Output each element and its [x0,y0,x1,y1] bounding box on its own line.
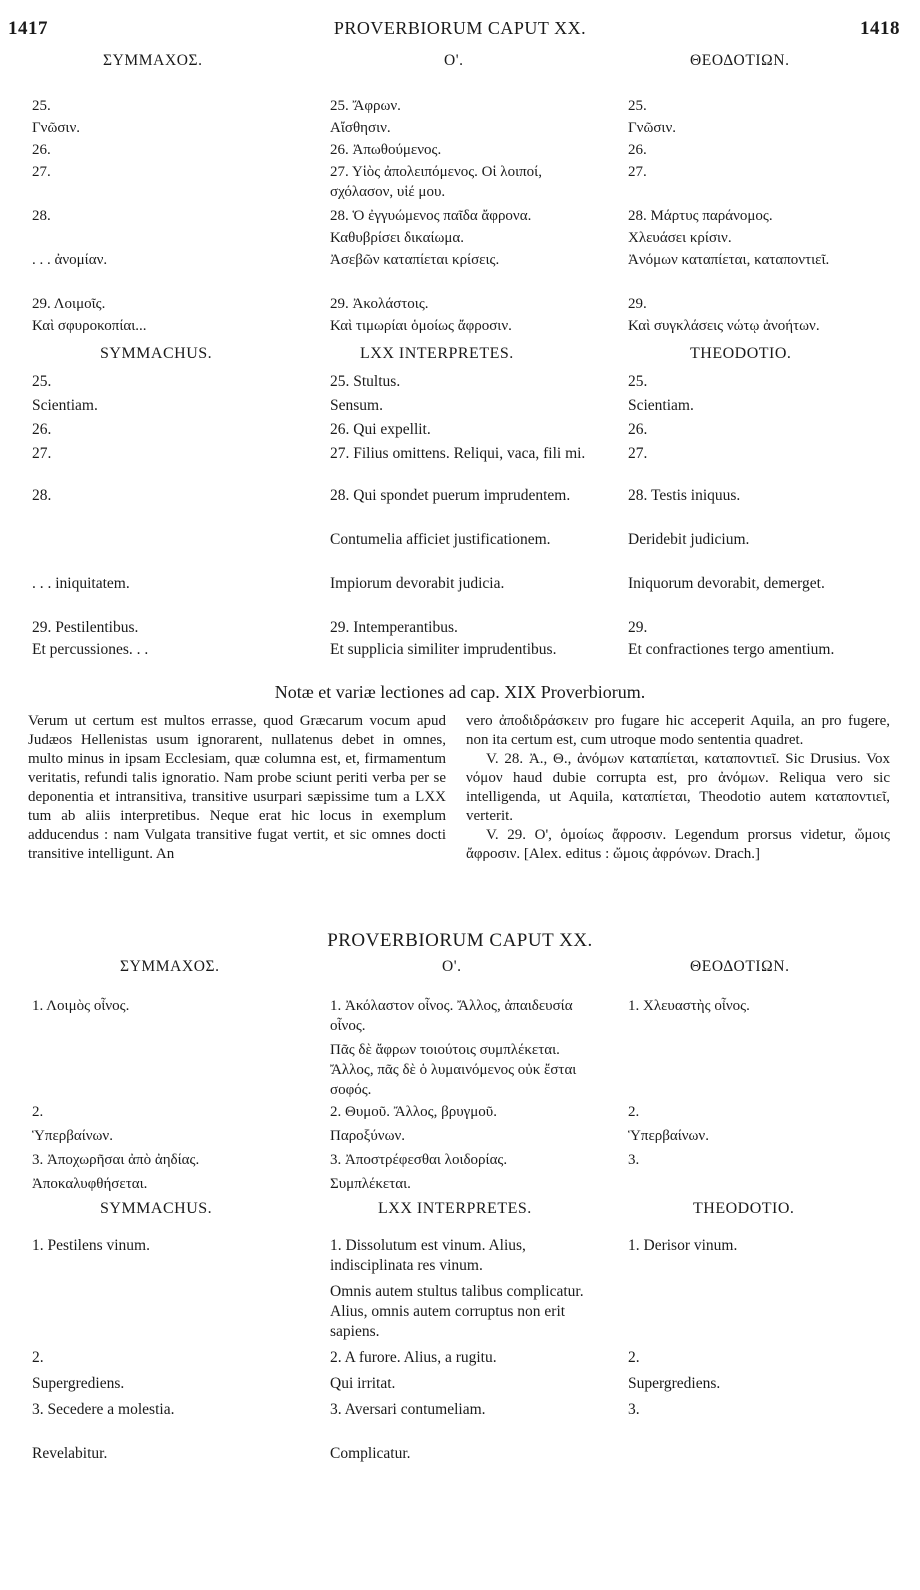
table-row [0,228,920,250]
septuagint-cell: Συμπλέκεται. [330,1176,411,1192]
septuagint-cell: Καὶ τιμωρίαι ὁμοίως ἄφροσιν. [330,318,512,334]
notes-title: Notæ et variæ lectiones ad cap. XIX Proverbiorum. [274,682,646,702]
table-row [0,640,920,684]
symmachus-cell: . . . ἀνομίαν. [32,252,108,268]
symmachus-cell: Καὶ σφυροκοπίαι... [32,318,147,334]
running-title: PROVERBIORUM CAPUT XX. [333,18,587,38]
column-header-symmachus-greek-2: ΣΥΜΜΑΧΟΣ. [120,958,220,975]
septuagint-cell: Et supplicia similiter imprudentibus. [330,641,557,658]
symmachus-cell: 1. Λοιμὸς οἶνος. [32,998,130,1014]
septuagint-cell: Contumelia afficiet justificationem. [330,531,551,548]
table-row [0,444,920,486]
theodotion-cell: 3. [628,1152,640,1168]
page-number-left: 1417 [8,18,48,39]
table-row [0,294,920,316]
table-row [0,420,920,444]
column-header-septuagint-greek: Ο'. [444,52,464,69]
symmachus-cell: Et percussiones. . . [32,641,149,658]
septuagint-cell: 26. Ἀπωθούμενος. [330,142,442,158]
table-row [0,1374,920,1400]
septuagint-cell: Καθυβρίσει δικαίωμα. [330,230,465,246]
column-header-theodotion-greek: ΘΕΟΔΟΤΙΩΝ. [690,52,790,69]
page-number-right: 1418 [860,18,900,39]
table-row [0,1150,920,1174]
symmachus-cell: 3. Secedere a molestia. [32,1401,175,1418]
septuagint-cell: 2. A furore. Alius, a rugitu. [330,1349,497,1366]
symmachus-cell: 27. [32,445,52,462]
septuagint-cell: Παροξύνων. [330,1128,405,1144]
septuagint-cell: 3. Ἀποστρέφεσθαι λοιδορίας. [330,1152,508,1168]
table-row [0,396,920,420]
septuagint-cell: Sensum. [330,397,383,414]
table-row [0,1040,920,1102]
symmachus-cell: Scientiam. [32,397,98,414]
column-header-septuagint-latin-2: LXX INTERPRETES. [378,1200,532,1217]
notes-right-paragraph-2: V. 28. Ἀ., Θ., ἀνόμων καταπίεται, καταποντιεῖ. Sic Drusius. Vox νόμον haud dubie corrupta est, pro ἀνόμων. Reliqua vero sic intelligenda, ut Aquila, καταπίεται, Theodotio autem καταποντιεῖ, verterit. [466,751,890,824]
septuagint-cell: 27. Filius omittens. Reliqui, vaca, fili mi. [330,445,586,462]
theodotion-cell: 2. [628,1349,640,1366]
notes-right-paragraph-3: V. 29. Ο', ὁμοίως ἄφροσιν. Legendum prorsus videtur, ὤμοις ἄφροσιν. [Alex. editus : ὤμοις ἀφρόνων. Drach.] [466,827,890,862]
table-row [0,574,920,618]
column-header-theodotion-latin-2: THEODOTIO. [693,1200,795,1217]
theodotion-cell: 28. Μάρτυς παράνομος. [628,208,773,224]
section-title: PROVERBIORUM CAPUT XX. [327,930,593,951]
theodotion-cell: Καὶ συγκλάσεις νώτῳ ἀνοήτων. [628,318,820,334]
theodotion-cell: 29. [628,296,647,312]
column-header-symmachus-greek: ΣΥΜΜΑΧΟΣ. [103,52,203,69]
septuagint-cell: 29. Intemperantibus. [330,619,458,636]
theodotion-cell: 26. [628,421,648,438]
theodotion-cell: Ἀνόμων καταπίεται, καταποντιεῖ. [628,252,830,268]
column-header-theodotion-greek-2: ΘΕΟΔΟΤΙΩΝ. [690,958,790,975]
symmachus-cell: 28. [32,208,51,224]
table-row [0,316,920,338]
column-header-septuagint-greek-2: Ο'. [442,958,462,975]
septuagint-cell: 2. Θυμοῦ. Ἄλλος, βρυγμοῦ. [330,1104,497,1120]
table-row [0,140,920,162]
septuagint-cell: Αἴσθησιν. [330,120,391,136]
symmachus-cell: Supergrediens. [32,1375,125,1392]
table-row [0,618,920,640]
symmachus-cell: . . . iniquitatem. [32,575,130,592]
theodotion-cell: 1. Derisor vinum. [628,1237,738,1254]
table-row [0,372,920,396]
theodotion-cell: Scientiam. [628,397,694,414]
septuagint-cell: 26. Qui expellit. [330,421,431,438]
septuagint-cell: Omnis autem stultus talibus complicatur. Alius, omnis autem corruptus non erit sapiens. [330,1283,584,1340]
symmachus-cell: Revelabitur. [32,1445,108,1462]
theodotion-cell: 26. [628,142,647,158]
table-row [0,1126,920,1150]
table-row [0,1444,920,1470]
theodotion-cell: 27. [628,445,648,462]
table-row [0,1102,920,1126]
symmachus-cell: 26. [32,142,51,158]
symmachus-cell: Ὑπερβαίνων. [32,1128,113,1144]
greek-text-block-1 [0,96,920,338]
symmachus-cell: 27. [32,164,51,180]
symmachus-cell: 2. [32,1104,44,1120]
table-row [0,1174,920,1198]
theodotion-cell: 29. [628,619,648,636]
symmachus-cell: 28. [32,487,52,504]
septuagint-cell: Impiorum devorabit judicia. [330,575,505,592]
latin-text-block-1 [0,372,920,684]
septuagint-cell: 1. Ἀκόλαστον οἶνος. Ἄλλος, ἀπαιδευσία οἶνος. [330,998,573,1034]
table-row [0,250,920,294]
theodotion-cell: 25. [628,98,647,114]
table-row [0,486,920,530]
table-row [0,1236,920,1282]
symmachus-cell: 25. [32,373,52,390]
theodotion-cell: Ὑπερβαίνων. [628,1128,709,1144]
greek-text-block-2 [0,996,920,1198]
septuagint-cell: 25. Stultus. [330,373,401,390]
symmachus-cell: 29. Pestilentibus. [32,619,139,636]
theodotion-cell: Iniquorum devorabit, demerget. [628,575,825,592]
table-row [0,1282,920,1348]
septuagint-cell: 27. Υἱὸς ἀπολειπόμενος. Οἱ λοιποί, σχόλασον, υἱέ μου. [330,164,542,200]
symmachus-cell: Ἀποκαλυφθήσεται. [32,1176,148,1192]
theodotion-cell: Γνῶσιν. [628,120,676,136]
notes-right-column [466,712,890,864]
septuagint-cell: 1. Dissolutum est vinum. Alius, indisciplinata res vinum. [330,1237,526,1274]
column-header-symmachus-latin: SYMMACHUS. [100,345,213,362]
table-row [0,1400,920,1444]
septuagint-cell: Πᾶς δὲ ἄφρων τοιούτοις συμπλέκεται. Ἄλλος, πᾶς δὲ ὁ λυμαινόμενος οὐκ ἔσται σοφός. [330,1042,577,1098]
table-row [0,1348,920,1374]
septuagint-cell: 25. Ἄφρων. [330,98,401,114]
symmachus-cell: 2. [32,1349,44,1366]
table-row [0,530,920,574]
septuagint-cell: Complicatur. [330,1445,411,1462]
theodotion-cell: 1. Χλευαστὴς οἶνος. [628,998,750,1014]
table-row [0,996,920,1040]
septuagint-cell: 3. Aversari contumeliam. [330,1401,486,1418]
table-row [0,118,920,140]
theodotion-cell: 3. [628,1401,640,1418]
table-row [0,162,920,206]
theodotion-cell: Supergrediens. [628,1375,721,1392]
symmachus-cell: 26. [32,421,52,438]
symmachus-cell: 1. Pestilens vinum. [32,1237,150,1254]
column-header-theodotion-latin: THEODOTIO. [690,345,792,362]
column-header-septuagint-latin: LXX INTERPRETES. [360,345,514,362]
symmachus-cell: 25. [32,98,51,114]
theodotion-cell: 27. [628,164,647,180]
septuagint-cell: 29. Ἀκολάστοις. [330,296,429,312]
notes-right-paragraph-1: vero ἀποδιδράσκειν pro fugare hic acceperit Aquila, an pro fugere, non ita certum est, cum utroque modo sententia quadret. [466,713,890,748]
theodotion-cell: Et confractiones tergo amentium. [628,641,835,658]
theodotion-cell: 25. [628,373,648,390]
table-row [0,96,920,118]
theodotion-cell: Χλευάσει κρίσιν. [628,230,732,246]
latin-text-block-2 [0,1236,920,1470]
theodotion-cell: 28. Testis iniquus. [628,487,741,504]
table-row [0,206,920,228]
theodotion-cell: 2. [628,1104,640,1120]
symmachus-cell: Γνῶσιν. [32,120,80,136]
symmachus-cell: 3. Ἀποχωρῆσαι ἀπὸ ἀηδίας. [32,1152,200,1168]
septuagint-cell: Qui irritat. [330,1375,396,1392]
theodotion-cell: Deridebit judicium. [628,531,750,548]
column-header-symmachus-latin-2: SYMMACHUS. [100,1200,213,1217]
septuagint-cell: 28. Ὁ ἐγγυώμενος παῖδα ἄφρονα. [330,208,532,224]
septuagint-cell: 28. Qui spondet puerum imprudentem. [330,487,571,504]
notes-left-paragraph: Verum ut certum est multos errasse, quod Græcarum vocum apud Judæos Hellenistas usum ignorarent, nullatenus debet in omnes, multo minus in ipsam Ecclesiam, quæ columna est, et, firmamentum veritatis, refundi talis ignoratio. Nam probe sciunt periti verba per se deponentia et intransitiva, transitive usurpari sæpissime tum a LXX tum ab aliis interpretibus. Neque erat hic locus in exemplum adducendus : nam Vulgata transitive fugat vertit, et sic omnes docti transitive intelligunt. An [28,713,446,862]
septuagint-cell: Ἀσεβῶν καταπίεται κρίσεις. [330,252,500,268]
notes-left-column [28,712,446,864]
symmachus-cell: 29. Λοιμοῖς. [32,296,106,312]
